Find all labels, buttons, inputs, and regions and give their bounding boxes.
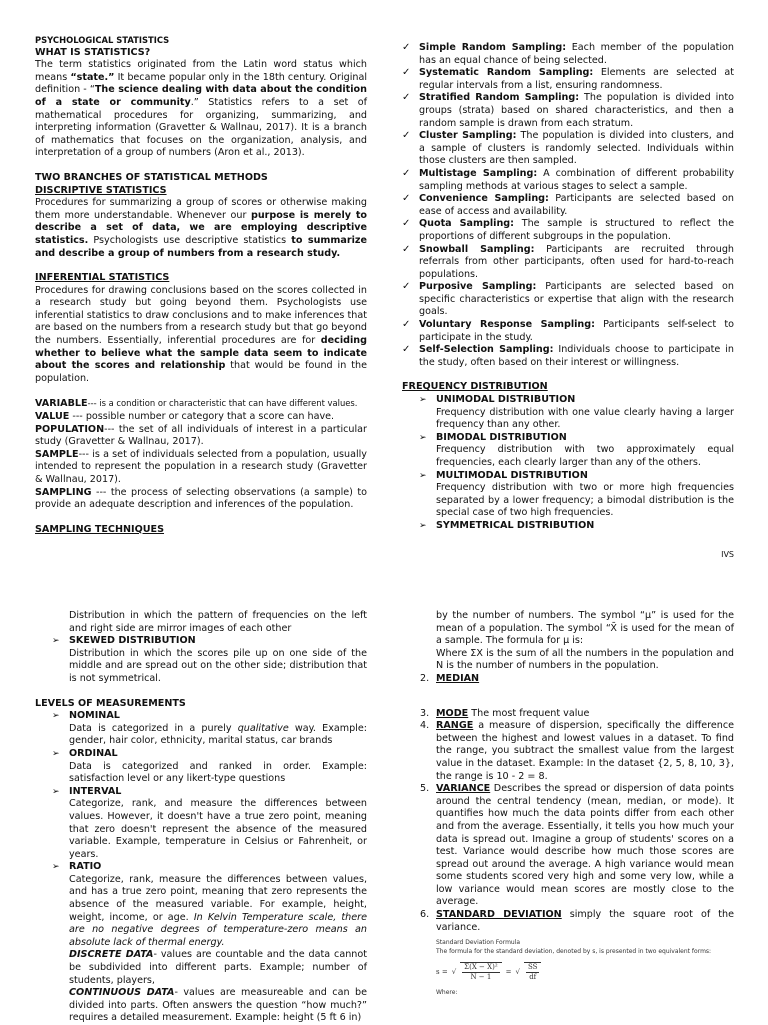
measure-item: 5. VARIANCE Describes the spread or dispersion of data points around the central tendency (mean, median, or mode). It quantifies how much the data points differ from each other and from the average. Essentially, it tells you how much your data is spread out. Imagine a group of students' scores on a test. Variance would describe how much those scores are spread out around the average. A high variance would mean some students scored very high and some very low, while a low variance would mean scores are mostly close to the average. <box>420 783 734 908</box>
discrete-definition: DISCRETE DATA- values are countable and the data cannot be subdivided into different parts. Example; number of students, players, <box>69 949 368 986</box>
inferential-paragraph: Procedures for drawing conclusions based on the scores collected in a research study but going beyond them. Psychologists use inferential statistics to draw conclusions and to make inferences that are based on the numbers from a research study but that go beyond the numbers. Essentially, inferential procedures are for deciding whether to believe what the sample data seem to indicate about the scores and relationship that would be found in the population. <box>35 284 367 384</box>
sampling-technique-item: ✓ Stratified Random Sampling: The population is divided into groups (strata) based on shared characteristics, and then a random sample is drawn from each stratum. <box>402 92 734 129</box>
doc-title: PSYCHOLOGICAL STATISTICS <box>35 35 170 45</box>
measures-list <box>402 673 734 934</box>
descriptive-heading: DISCRIPTIVE STATISTICS <box>35 184 167 196</box>
frequency-item-definition: Frequency distribution with two approximately equal frequencies, each clearly larger than any of the others. <box>436 444 734 468</box>
frequency-heading: FREQUENCY DISTRIBUTION <box>402 381 548 393</box>
sampling-definition: SAMPLING --- the process of selecting observations (a sample) to provide an adequate description and inferences of the population. <box>35 486 367 511</box>
sampling-technique-item: ✓ Purposive Sampling: Participants are selected based on specific characteristics or expertise that align with the research goals. <box>402 281 734 318</box>
frequency-item-definition: Frequency distribution with two or more high frequencies separated by a lower frequency; a bimodal distribution is the special case of two high frequencies. <box>436 482 734 519</box>
check-icon: ✓ <box>402 42 411 53</box>
nominal-definition: Data is categorized in a purely qualitative way. Example: gender, hair color, ethnicity, marital status, car brands <box>69 722 367 747</box>
check-icon: ✓ <box>402 67 411 79</box>
arrow-bullet-icon: ➢ <box>419 395 427 406</box>
sampling-technique-item: ✓ Multistage Sampling: A combination of different probability sampling methods at various stages to select a sample. <box>402 167 734 192</box>
variable-definition: VARIABLE--- is a condition or characteristic that can have different values. <box>35 398 358 410</box>
frequency-item-definition: Frequency distribution with one value clearly having a larger frequency than any other. <box>436 406 734 431</box>
symmetrical-definition: Distribution in which the pattern of frequencies on the left and right side are mirror images of each other <box>69 610 367 634</box>
formula-where: Where: <box>436 989 458 997</box>
ratio-item: ➢ RATIO <box>52 861 102 873</box>
arrow-bullet-icon: ➢ <box>52 636 60 647</box>
interval-definition: Categorize, rank, and measure the differences between values. However, it doesn't have a true zero point, meaning that zero doesn't represent the absence of the measured variable. Example, temperature in Celsius or Fahrenheit, or years. <box>69 798 367 860</box>
sampling-techniques-heading: SAMPLING TECHNIQUES <box>35 523 165 535</box>
inferential-heading: INFERENTIAL STATISTICS <box>35 272 170 284</box>
arrow-bullet-icon: ➢ <box>52 711 60 722</box>
bottom-right-column <box>402 610 734 997</box>
branches-heading: TWO BRANCHES OF STATISTICAL METHODS <box>35 171 268 183</box>
check-icon: ✓ <box>402 319 411 331</box>
formula-text: The formula for the standard deviation, denoted by s, is presented in two equivalent forms: <box>436 948 712 956</box>
what-is-statistics-paragraph: The term statistics originated from the Latin word status which means “state.” It became popular only in the 18th century. Original definition - “The science dealing with data about the condition of a state or community.” Statistics refers to a set of mathematical procedures for organizing, summarizing, and interpreting information (Gravetter & Wallnau, 2017). It is a branch of mathematics that focuses on the organization, analysis, and interpretation of a group of numbers (Aron et al., 2013). <box>35 59 368 159</box>
sampling-technique-item: ✓ Voluntary Response Sampling: Participants self-select to participate in the study. <box>402 319 734 343</box>
arrow-bullet-icon: ➢ <box>52 786 60 797</box>
check-icon: ✓ <box>402 344 411 356</box>
sampling-technique-item: ✓ Convenience Sampling: Participants are selected based on ease of access and availability. <box>402 193 734 217</box>
skewed-definition: Distribution in which the scores pile up on one side of the middle and are spread out on the other side; distribution that is not symmetrical. <box>69 647 367 684</box>
sampling-technique-item: ✓ Systematic Random Sampling: Elements are selected at regular intervals from a list, ensuring randomness. <box>402 67 734 91</box>
frequency-item: ➢ SYMMETRICAL DISTRIBUTION <box>419 519 595 531</box>
continuous-definition: CONTINUOUS DATA- values are measureable and can be divided into parts. Often answers the question “how much?” requires a detailed measurement. Example: height (5 ft 6 in) <box>69 987 367 1024</box>
bottom-left-column <box>35 610 367 1025</box>
sampling-technique-item: ✓ Simple Random Sampling: Each member of the population has an equal chance of being selected. <box>402 42 734 66</box>
nominal-item: ➢ NOMINAL <box>52 710 120 722</box>
descriptive-paragraph: Procedures for summarizing a group of scores or otherwise making them more understandable. Whenever our purpose is merely to describe a set of data, we are employing descriptive statistics. Psychologists use descriptive statistics to summarize and describe a group of numbers from a research study. <box>35 197 368 259</box>
footer-initials: IVS <box>721 550 734 559</box>
ordinal-item: ➢ ORDINAL <box>52 747 118 759</box>
interval-item: ➢ INTERVAL <box>52 785 122 797</box>
levels-heading: LEVELS OF MEASUREMENTS <box>35 697 186 709</box>
check-icon: ✓ <box>402 281 411 293</box>
ratio-definition: Categorize, rank, measure the differences between values, and has a true zero point, meaning that zero represents the absence of the measured variable. For example, height, weight, income, or age. In Kelvin Temperature scale, there are no negative degrees of temperature-zero means an absolute lack of thermal energy. <box>69 873 367 948</box>
measure-item: 6. STANDARD DEVIATION simply the square root of the variance. <box>420 909 734 933</box>
arrow-bullet-icon: ➢ <box>419 432 427 443</box>
mean-continuation: by the number of numbers. The symbol “μ” is used for the mean of a population. The symbol “X̄ is used for the mean of a sample. The formula for μ is: <box>436 610 734 647</box>
sampling-technique-item: ✓ Self-Selection Sampling: Individuals choose to participate in the study, often based on their interest or willingness. <box>402 344 734 368</box>
check-icon: ✓ <box>402 243 411 255</box>
check-icon: ✓ <box>402 218 411 230</box>
sampling-technique-item: ✓ Snowball Sampling: Participants are recruited through referrals from other participants, often used for hard-to-reach populations. <box>402 243 735 280</box>
check-icon: ✓ <box>402 130 411 142</box>
top-left-column <box>35 34 367 536</box>
mean-where: Where ΣX is the sum of all the numbers in the population and N is the number of numbers in the population. <box>436 647 734 672</box>
frequency-item: ➢ BIMODAL DISTRIBUTION <box>419 431 567 443</box>
population-definition: POPULATION--- the set of all individuals of interest in a particular study (Gravetter & Wallnau, 2017). <box>35 423 367 448</box>
skewed-item: ➢ SKEWED DISTRIBUTION <box>52 635 196 647</box>
measure-item: 2. MEDIAN <box>420 672 480 684</box>
sampling-techniques-list <box>402 42 734 369</box>
arrow-bullet-icon: ➢ <box>419 470 427 481</box>
formula-title: Standard Deviation Formula <box>436 939 521 947</box>
sampling-technique-item: ✓ Quota Sampling: The sample is structured to reflect the proportions of different subgroups in the population. <box>402 218 734 242</box>
frequency-item: ➢ MULTIMODAL DISTRIBUTION <box>419 469 588 481</box>
ordinal-definition: Data is categorized and ranked in order. Example: satisfaction level or any likert-type questions <box>69 760 367 785</box>
check-icon: ✓ <box>402 92 411 104</box>
arrow-bullet-icon: ➢ <box>52 862 60 873</box>
sampling-technique-item: ✓ Cluster Sampling: The population is divided into clusters, and a sample of clusters is randomly selected. Individuals within those clusters are then sampled. <box>402 130 734 167</box>
sample-definition: SAMPLE--- is a set of individuals selected from a population, usually intended to represent the population in a research study (Gravetter & Wallnau, 2017). <box>35 448 367 485</box>
formula-expression: s = √ $\frac{\text{Σ(X − X̄)²}}{N - 1}$ = √ $\frac{SS}{df}$ <box>436 962 734 982</box>
measure-item: 4. RANGE a measure of dispersion, specifically the difference between the highest and lowest values in a dataset. To find the range, you subtract the smallest value from the largest value in the dataset. Example: In the dataset {2, 5, 8, 10, 3}, the range is 10 - 2 = 8. <box>420 720 734 782</box>
top-right-column <box>402 42 734 533</box>
arrow-bullet-icon: ➢ <box>52 748 60 759</box>
arrow-bullet-icon: ➢ <box>419 520 427 531</box>
frequency-item: ➢ UNIMODAL DISTRIBUTION <box>419 394 576 406</box>
check-icon: ✓ <box>402 193 411 205</box>
value-definition: VALUE --- possible number or category that a score can have. <box>35 411 335 423</box>
check-icon: ✓ <box>402 167 411 179</box>
standard-deviation-formula <box>436 938 734 997</box>
measure-item: 3. MODE The most frequent value <box>420 707 590 719</box>
what-is-statistics-heading: WHAT IS STATISTICS? <box>35 46 151 58</box>
frequency-list <box>402 394 734 533</box>
